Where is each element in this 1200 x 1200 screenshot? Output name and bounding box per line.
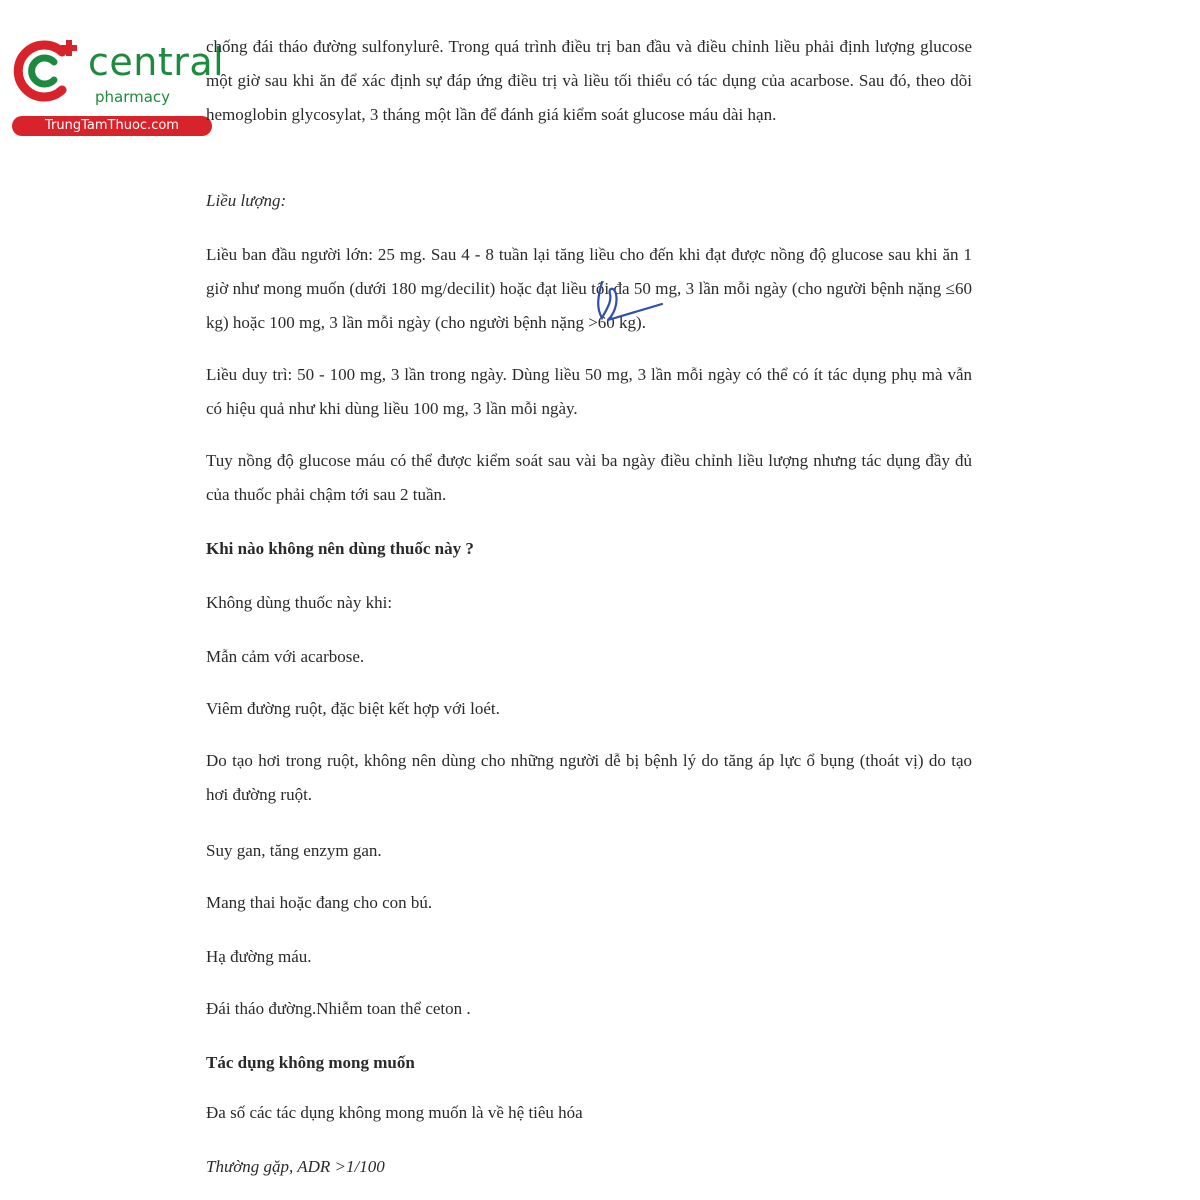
list-item-contra-hypoglycemia: Hạ đường máu. bbox=[206, 947, 312, 966]
list-item-contra-bowel: Viêm đường ruột, đặc biệt kết hợp với loét. bbox=[206, 699, 500, 718]
paragraph-maintenance-dose: Liều duy trì: 50 - 100 mg, 3 lần trong ngày. Dùng liều 50 mg, 3 lần mỗi ngày có thể có ít tác dụng phụ mà vẫn có hiệu quả như khi dùng liều 100 mg, 3 lần mỗi ngày. bbox=[206, 365, 972, 418]
logo-site-banner: TrungTamThuoc.com bbox=[12, 116, 212, 136]
list-item-contra-liver: Suy gan, tăng enzym gan. bbox=[206, 841, 382, 860]
heading-common-adr: Thường gặp, ADR >1/100 bbox=[206, 1157, 385, 1176]
list-item-contra-hypersensitivity: Mẫn cảm với acarbose. bbox=[206, 647, 365, 666]
logo-brand-text: central bbox=[88, 40, 225, 84]
paragraph-full-effect: Tuy nồng độ glucose máu có thể được kiểm soát sau vài ba ngày điều chỉnh liều lượng nhưng tác dụng đầy đủ của thuốc phải chậm tới sau 2 tuần. bbox=[206, 451, 972, 504]
heading-side-effects: Tác dụng không mong muốn bbox=[206, 1053, 415, 1072]
pharmacy-watermark-logo bbox=[8, 36, 225, 136]
pharmacy-logo-icon bbox=[10, 38, 90, 104]
paragraph-initial-dose: Liều ban đầu người lớn: 25 mg. Sau 4 - 8 tuần lại tăng liều cho đến khi đạt được nồng độ glucose sau khi ăn 1 giờ như mong muốn (dưới 180 mg/decilit) hoặc đạt liều tối đa 50 mg, 3 lần mỗi ngày (cho người bệnh nặng ≤60 kg) hoặc 100 mg, 3 lần mỗi ngày (cho người bệnh nặng >60 kg). bbox=[206, 245, 972, 332]
paragraph-side-effects-intro: Đa số các tác dụng không mong muốn là về hệ tiêu hóa bbox=[206, 1103, 583, 1122]
signature-mark bbox=[588, 274, 668, 334]
list-item-contra-ketoacidosis: Đái tháo đường.Nhiễm toan thể ceton . bbox=[206, 999, 471, 1018]
paragraph-contra-intro: Không dùng thuốc này khi: bbox=[206, 593, 393, 612]
paragraph-monitoring: chống đái tháo đường sulfonylurê. Trong quá trình điều trị ban đầu và điều chỉnh liều phải định lượng glucose một giờ sau khi ăn để xác định sự đáp ứng điều trị và liều tối thiểu có tác dụng của acarbose. Sau đó, theo dõi hemoglobin glycosylat, 3 tháng một lần để đánh giá kiểm soát glucose máu dài hạn. bbox=[206, 37, 972, 124]
list-item-contra-gas: Do tạo hơi trong ruột, không nên dùng cho những người dễ bị bệnh lý do tăng áp lực ổ bụng (thoát vị) do tạo hơi đường ruột. bbox=[206, 751, 972, 804]
heading-contraindications: Khi nào không nên dùng thuốc này ? bbox=[206, 539, 474, 558]
heading-dosage: Liều lượng: bbox=[206, 191, 287, 210]
list-item-contra-pregnancy: Mang thai hoặc đang cho con bú. bbox=[206, 893, 433, 912]
logo-sub-text: pharmacy bbox=[95, 88, 171, 106]
